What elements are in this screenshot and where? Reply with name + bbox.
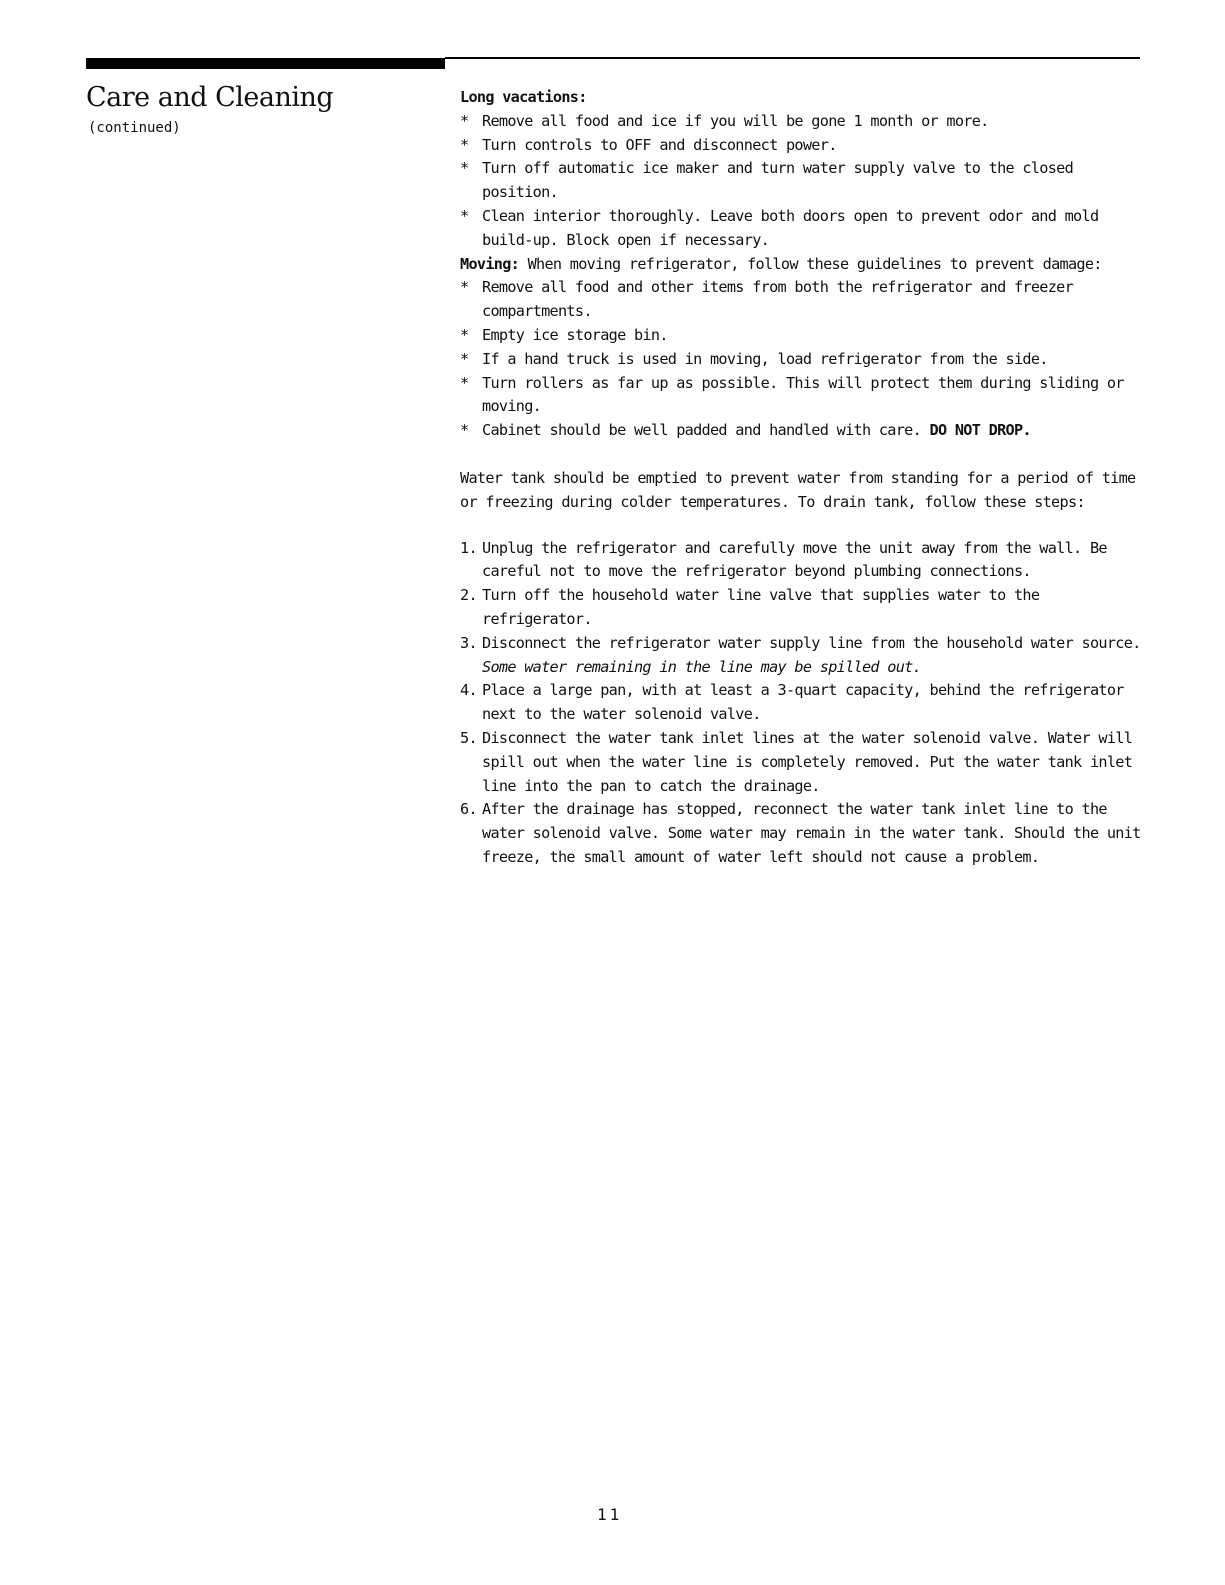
step-item: 3. Disconnect the refrigerator water supply line from the household water source. Some water remaining in the line may be spilled out. xyxy=(460,632,1142,680)
long-vacations-heading: Long vacations: xyxy=(460,88,587,106)
bullet-mark: * xyxy=(460,278,469,297)
list-item: * Turn rollers as far up as possible. This will protect them during sliding or moving. xyxy=(460,372,1142,420)
main-content xyxy=(460,86,1142,870)
list-item: * Turn off automatic ice maker and turn water supply valve to the closed position. xyxy=(460,157,1142,205)
page-subtitle: (continued) xyxy=(88,120,181,136)
bullet-mark: * xyxy=(460,325,469,344)
step-number: 1. xyxy=(460,538,477,557)
list-item: * If a hand truck is used in moving, load refrigerator from the side. xyxy=(460,348,1142,372)
step-item: 4. Place a large pan, with at least a 3-quart capacity, behind the refrigerator next to the water solenoid valve. xyxy=(460,679,1142,727)
step-item: 2. Turn off the household water line valve that supplies water to the refrigerator. xyxy=(460,584,1142,632)
moving-heading: Moving: xyxy=(460,254,520,273)
bullet-mark: * xyxy=(460,135,469,154)
bullet-mark: * xyxy=(460,206,469,225)
list-item: * Cabinet should be well padded and handled with care. DO NOT DROP. xyxy=(460,419,1142,443)
water-tank-section xyxy=(460,467,1142,870)
step-number: 4. xyxy=(460,681,477,700)
bullet-mark: * xyxy=(460,349,469,368)
bullet-mark: * xyxy=(460,159,469,178)
step-number: 3. xyxy=(460,633,477,652)
header-rule-thin xyxy=(445,57,1140,59)
bullet-mark: * xyxy=(460,421,469,440)
step-note: Some water remaining in the line may be spilled out. xyxy=(482,657,922,676)
step-item: 5. Disconnect the water tank inlet lines at the water solenoid valve. Water will spill out when the water line is completely removed. Put the water tank inlet line into the pan to catch the drainage. xyxy=(460,727,1142,798)
list-item: * Remove all food and ice if you will be gone 1 month or more. xyxy=(460,110,1142,134)
page-title: Care and Cleaning xyxy=(86,82,334,113)
moving-section xyxy=(460,253,1142,443)
do-not-drop-warning: DO NOT DROP. xyxy=(929,421,1031,440)
long-vacations-section xyxy=(460,86,1142,253)
list-item: * Clean interior thoroughly. Leave both doors open to prevent odor and mold build-up. Block open if necessary. xyxy=(460,205,1142,253)
bullet-mark: * xyxy=(460,111,469,130)
step-number: 2. xyxy=(460,586,477,605)
step-number: 5. xyxy=(460,728,477,747)
moving-intro: Moving: When moving refrigerator, follow these guidelines to prevent damage: xyxy=(460,254,1102,273)
step-item: 6. After the drainage has stopped, reconnect the water tank inlet line to the water solenoid valve. Some water may remain in the water tank. Should the unit freeze, the small amount of water left should not cause a problem. xyxy=(460,798,1142,869)
list-item: * Turn controls to OFF and disconnect power. xyxy=(460,134,1142,158)
page-number: 11 xyxy=(597,1505,623,1524)
water-tank-intro: Water tank should be emptied to prevent water from standing for a period of time or freezing during colder temperatures. To drain tank, follow these steps: xyxy=(460,468,1136,511)
bullet-mark: * xyxy=(460,373,469,392)
header-rule-thick xyxy=(86,58,445,69)
step-number: 6. xyxy=(460,800,477,819)
step-item: 1. Unplug the refrigerator and carefully move the unit away from the wall. Be careful not to move the refrigerator beyond plumbing connections. xyxy=(460,537,1142,585)
list-item: * Empty ice storage bin. xyxy=(460,324,1142,348)
list-item: * Remove all food and other items from both the refrigerator and freezer compartments. xyxy=(460,276,1142,324)
